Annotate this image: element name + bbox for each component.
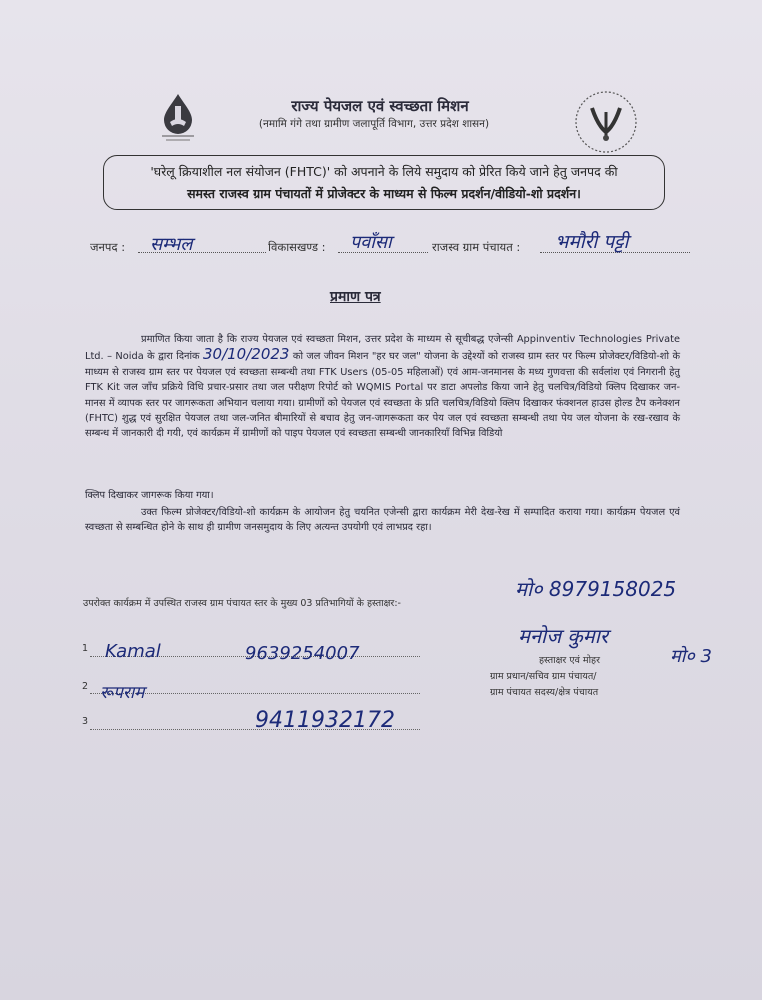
- participant-1-name: Kamal: [105, 641, 161, 662]
- certificate-heading: प्रमाण पत्र: [330, 289, 381, 305]
- participant-1-phone: 9639254007: [245, 643, 360, 664]
- signatory-mobile-suffix: मो० 3: [670, 646, 712, 667]
- jal-mission-logo: [158, 92, 198, 142]
- participant-1-number: 1: [82, 643, 89, 654]
- up-state-emblem: [570, 86, 642, 158]
- body-paragraph-2: उक्त फिल्म प्रोजेक्टर/विडियो-शो कार्यक्रम के आयोजन हेतु चयनित एजेन्सी द्वारा कार्यक्रम मेरी देख-रेख में सम्पादित कराया गया। कार्यक्रम पेयजल एवं स्वच्छता से सम्बन्धित होने के साथ ही ग्रामीण जनसमुदाय के लिए अत्यन्त उपयोगी एवं लाभप्रद रहा।: [85, 507, 680, 534]
- signatory-designation-2: ग्राम पंचायत सदस्य/क्षेत्र पंचायत: [490, 687, 599, 698]
- participant-2-name: रूपराम: [100, 683, 145, 703]
- gram-label: राजस्व ग्राम पंचायत :: [432, 240, 521, 254]
- vikas-value: पवाँसा: [350, 232, 392, 253]
- participants-intro: उपरोक्त कार्यक्रम में उपस्थित राजस्व ग्राम पंचायत स्तर के मुख्य 03 प्रतिभागियों के हस्ताक्षर:-: [83, 598, 401, 609]
- body-p1-end: को जल जीवन मिशन "हर घर जल" योजना के उद्देश्यों को राजस्व ग्राम स्तर पर फिल्म प्रोजेक्टर/विडियो-शो के माध्यम से राजस्व ग्राम स्तर पर पेयजल एवं स्वच्छता सम्बन्धी तथा FTK Users (05-05 महिलाओं) एवं आम-जनमानस के मध्य गुणवत्ता की सर्वलांश एवं निगरानी हेतु FTK Kit जल जाँच प्रक्रिये विधि प्रचार-प्रसार तथा जल परीक्षण रिपोर्ट को WQMIS Portal पर डाटा अपलोड किया जाने हेतु चलचित्र/विडियो क्लिप दिखाकर जन-मानस में व्यापक स्तर पर जागरूकता अभियान चलाया गया। ग्रामीणों को पेयजल एवं स्वच्छता के प्रति चलचित्र/विडियो क्लिप दिखाकर फंक्शनल हाउस होल्ड टैप कनेक्शन (FHTC) शुद्ध एवं सुरक्षित पेयजल तथा जल-जनित बीमारियों से बचाव हेतु जन-जागरूकता कर पेय जल एवं स्वच्छता सम्बन्धी तथा पेय जल योजना के रख-रखाव के सम्बन्ध में जानकारी दी गयी, एवं कार्यक्रम में ग्रामीणों को पाइप पेयजल एवं स्वच्छता सम्बन्धी जानकारियाँ विभिन्न विडियो: [85, 351, 680, 440]
- signatory-label: हस्ताक्षर एवं मोहर: [539, 655, 600, 666]
- body-p1-tail: क्लिप दिखाकर जागरूक किया गया।: [85, 490, 214, 501]
- janpad-value: सम्भल: [150, 234, 193, 255]
- vikas-label: विकासखण्ड :: [268, 240, 326, 254]
- page-subtitle: (नमामि गंगे तथा ग्रामीण जलापूर्ति विभाग, उत्तर प्रदेश शासन): [258, 118, 490, 130]
- participant-3-phone: 9411932172: [255, 708, 395, 733]
- body-p1-start: प्रमाणित किया जाता है कि राज्य पेयजल एवं स्वच्छता मिशन, उत्तर प्रदेश के माध्यम से सूचीबद्ध एजेन्सी Appinventiv Technologies Private Ltd. – Noida के द्वारा दिनांक: [85, 334, 680, 363]
- body-paragraph-1: [85, 332, 680, 442]
- page-title: राज्य पेयजल एवं स्वच्छता मिशन: [291, 97, 469, 115]
- signatory-designation-1: ग्राम प्रधान/सचिव ग्राम पंचायत/: [490, 671, 597, 682]
- program-date: 30/10/2023: [203, 345, 290, 364]
- participant-3-number: 3: [82, 716, 89, 727]
- janpad-label: जनपद :: [90, 240, 126, 254]
- signatory-mobile: मो० 8979158025: [515, 577, 677, 601]
- participant-2-number: 2: [82, 681, 89, 692]
- signatory-signature: मनोज कुमार: [518, 624, 609, 648]
- gram-value: भमौरी पट्टी: [555, 231, 629, 253]
- banner-line-2: समस्त राजस्व ग्राम पंचायतों में प्रोजेक्टर के माध्यम से फिल्म प्रदर्शन/वीडियो-शो प्रदर्शन।: [187, 186, 581, 201]
- banner-line-1: 'घरेलू क्रियाशील नल संयोजन (FHTC)' को अपनाने के लिये समुदाय को प्रेरित किये जाने हेतु जनपद की: [150, 164, 618, 179]
- program-banner: [103, 155, 665, 210]
